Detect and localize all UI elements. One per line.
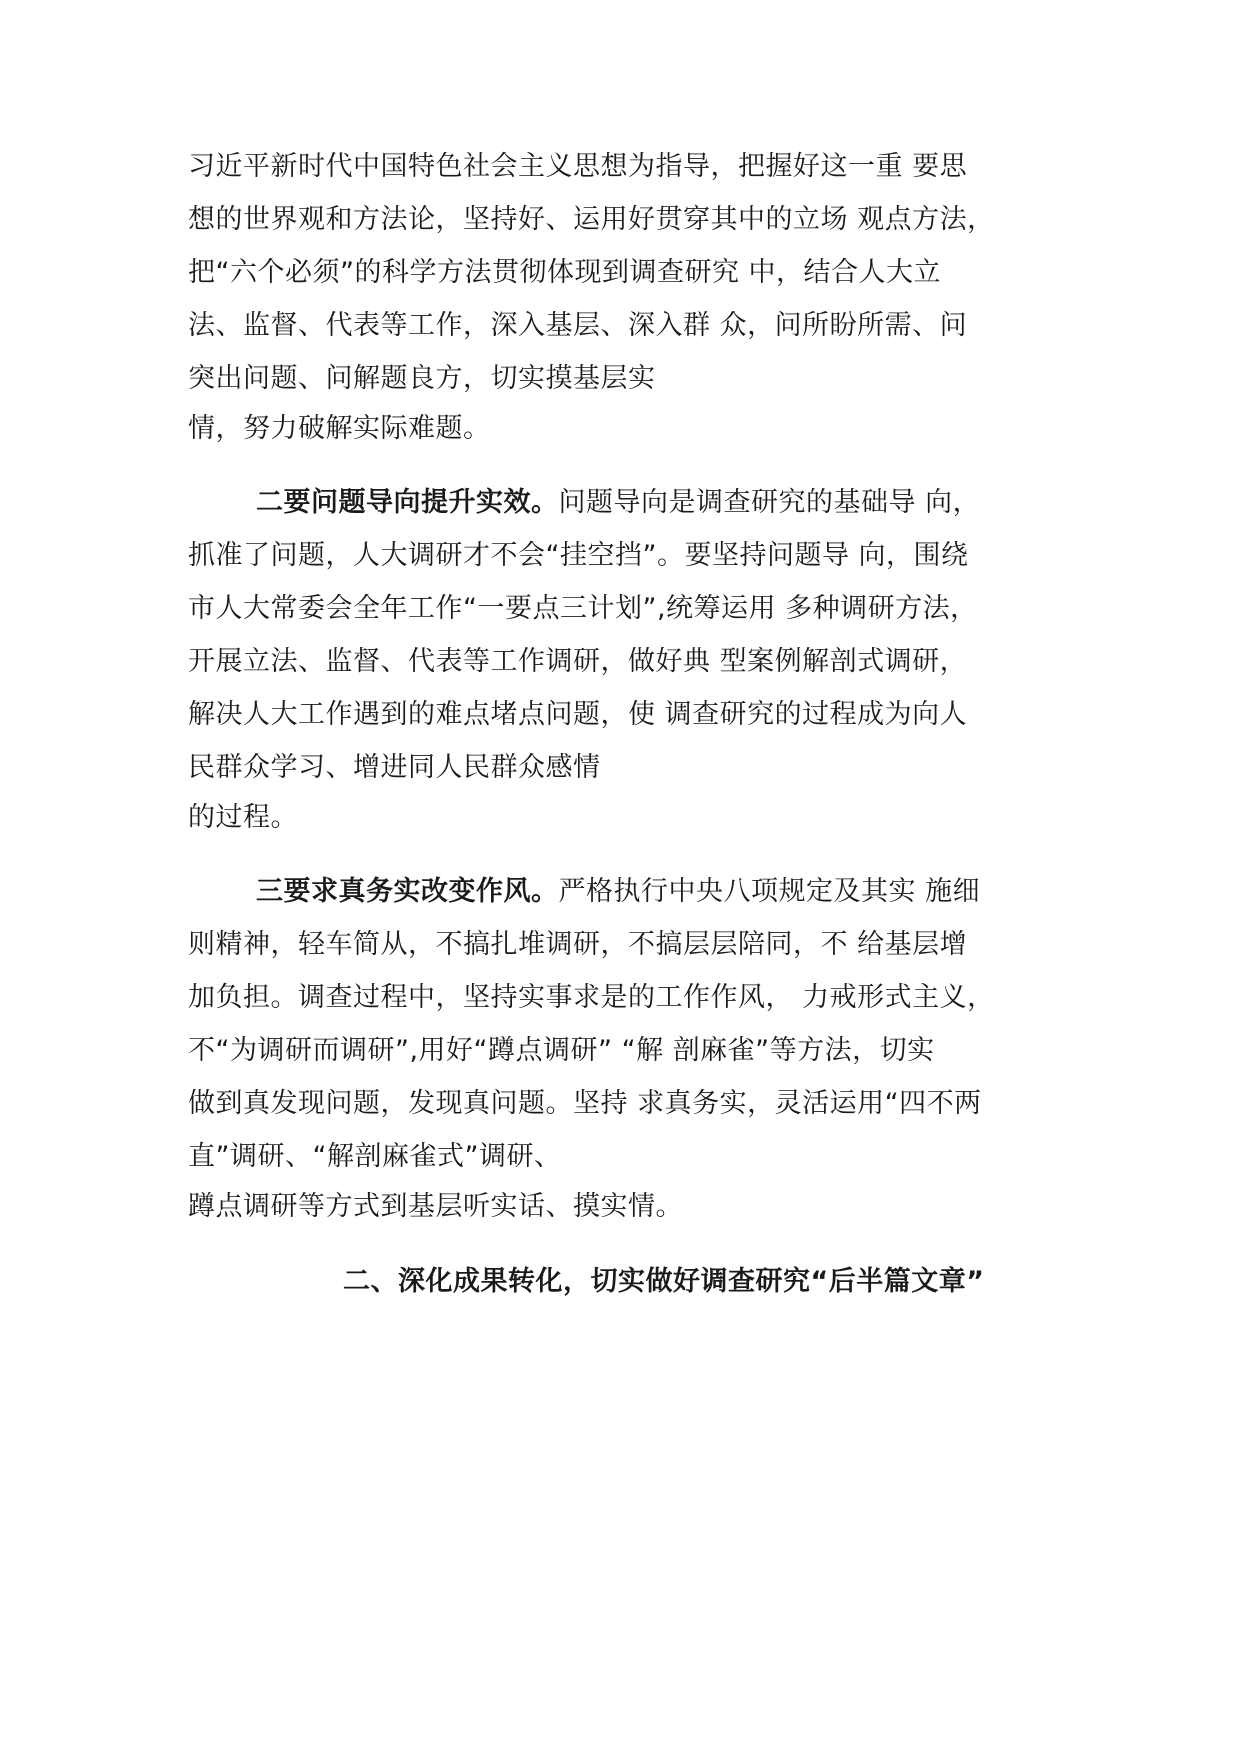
section-heading: 二、深化成果转化，切实做好调查研究“后半篇文章” xyxy=(343,1266,985,1297)
paragraph-line: 市人大常委会全年工作“一要点三计划”,统筹运用 多种调研方法， xyxy=(188,593,978,624)
paragraph-line: 突出问题、问解题良方，切实摸基层实 xyxy=(188,363,656,394)
paragraph-line: 情，努力破解实际难题。 xyxy=(188,413,491,444)
paragraph-line: 抓准了问题，人大调研才不会“挂空挡”。要坚持问题导 向，围绕 xyxy=(188,540,969,571)
paragraph-line: 不“为调研而调研”,用好“蹲点调研” “解 剖麻雀”等方法，切实 xyxy=(188,1035,935,1066)
paragraph-line: 蹲点调研等方式到基层听实话、摸实情。 xyxy=(188,1191,683,1222)
paragraph-line: 把“六个必须”的科学方法贯彻体现到调查研究 中，结合人大立 xyxy=(188,257,942,288)
paragraph-text: 严格执行中央八项规定及其实 施细 xyxy=(558,876,981,907)
paragraph-line: 想的世界观和方法论，坚持好、运用好贯穿其中的立场 观点方法， xyxy=(188,204,995,235)
paragraph-line: 解决人大工作遇到的难点堵点问题，使 调查研究的过程成为向人 xyxy=(188,699,968,730)
paragraph-lead: 三要求真务实改变作风。 xyxy=(256,876,559,907)
paragraph-line: 民群众学习、增进同人民群众感情 xyxy=(188,752,601,783)
paragraph-line: 习近平新时代中国特色社会主义思想为指导，把握好这一重 要思 xyxy=(188,151,968,182)
paragraph-line: 做到真发现问题，发现真问题。坚持 求真务实，灵活运用“四不两 xyxy=(188,1088,982,1119)
paragraph-line: 加负担。调查过程中，坚持实事求是的工作作风， 力戒形式主义， xyxy=(188,982,995,1013)
paragraph-text: 问题导向是调查研究的基础导 向， xyxy=(558,487,981,518)
paragraph-first-line xyxy=(256,486,980,520)
paragraph-line: 法、监督、代表等工作，深入基层、深入群 众，问所盼所需、问 xyxy=(188,310,968,341)
paragraph-line: 的过程。 xyxy=(188,802,298,833)
paragraph-first-line xyxy=(256,875,980,909)
paragraph-lead: 二要问题导向提升实效。 xyxy=(256,487,559,518)
paragraph-line: 直”调研、“解剖麻雀式”调研、 xyxy=(188,1141,562,1172)
paragraph-line: 开展立法、监督、代表等工作调研，做好典 型案例解剖式调研， xyxy=(188,646,968,677)
paragraph-line: 则精神，轻车简从，不搞扎堆调研，不搞层层陪同，不 给基层增 xyxy=(188,929,968,960)
